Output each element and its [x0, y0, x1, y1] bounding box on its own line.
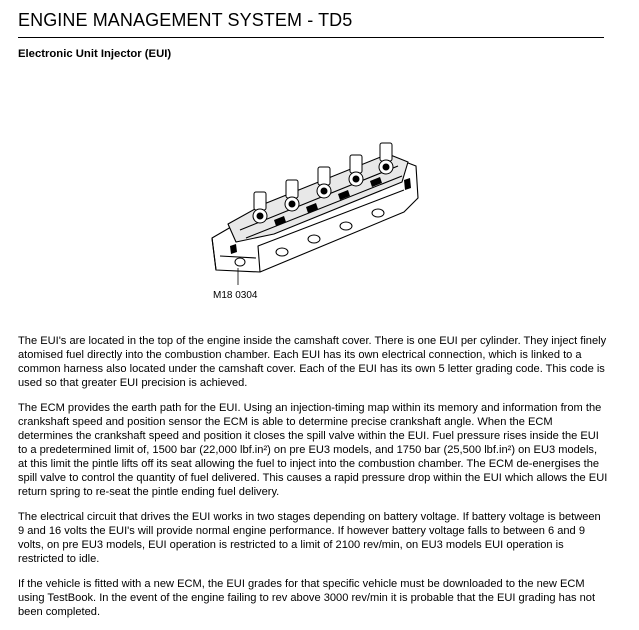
paragraph-new-ecm: If the vehicle is fitted with a new ECM, the EUI grades for that specific vehicle must be downloaded to the new ECM using TestBook. In the event of the engine failing to rev above 3000 rev/min it is probable that the EUI grading has not been completed.: [18, 578, 596, 618]
paragraph-eui-location: The EUI's are located in the top of the engine inside the camshaft cover. There is one EUI per cylinder. They inject finely atomised fuel directly into the combustion chamber. Each EUI has its own electrical connection, which is linked to a common harness also located under the camshaft cover. Each of the EUI has its own 5 letter grading code. This code is used so that greater EUI precision is achieved.: [18, 335, 607, 389]
paragraph-electrical-circuit: The electrical circuit that drives the EUI works in two stages depending on battery voltage. If battery voltage is between 9 and 16 volts the EUI's will provide normal engine performance. If however battery voltage falls to between 6 and 9 volts, on pre EU3 models, EUI operation is restricted to a limit of 2100 rev/min, on EU3 models EUI operation is restricted to idle.: [18, 511, 601, 565]
paragraph-ecm-earth-path: The ECM provides the earth path for the EUI. Using an injection-timing map within its memory and information from the crankshaft speed and position sensor the ECM is able to determine precise crankshaft angle. When the ECM determines the crankshaft speed and position it closes the spill valve within the EUI. Fuel pressure rises inside the EUI to a predetermined limit of, 1500 bar (22,000 lbf.in²) on pre EU3 models, and 1750 bar (25,500 lbf.in²) on EU3 models, at this limit the pintle lifts off its seat allowing the fuel to inject into the combustion chamber. The ECM de-energises the spill valve to control the quantity of fuel delivered. This causes a rapid pressure drop within the EUI which allows the EUI return spring to re-seat the pintle ending fuel delivery.: [18, 402, 608, 498]
figure-caption: M18 0304: [213, 290, 258, 301]
title-rule: [18, 37, 604, 38]
engine-cylinder-head-illustration: [190, 120, 430, 290]
body-text: [18, 334, 608, 630]
section-heading: Electronic Unit Injector (EUI): [18, 48, 172, 60]
page-title: ENGINE MANAGEMENT SYSTEM - TD5: [18, 10, 353, 30]
